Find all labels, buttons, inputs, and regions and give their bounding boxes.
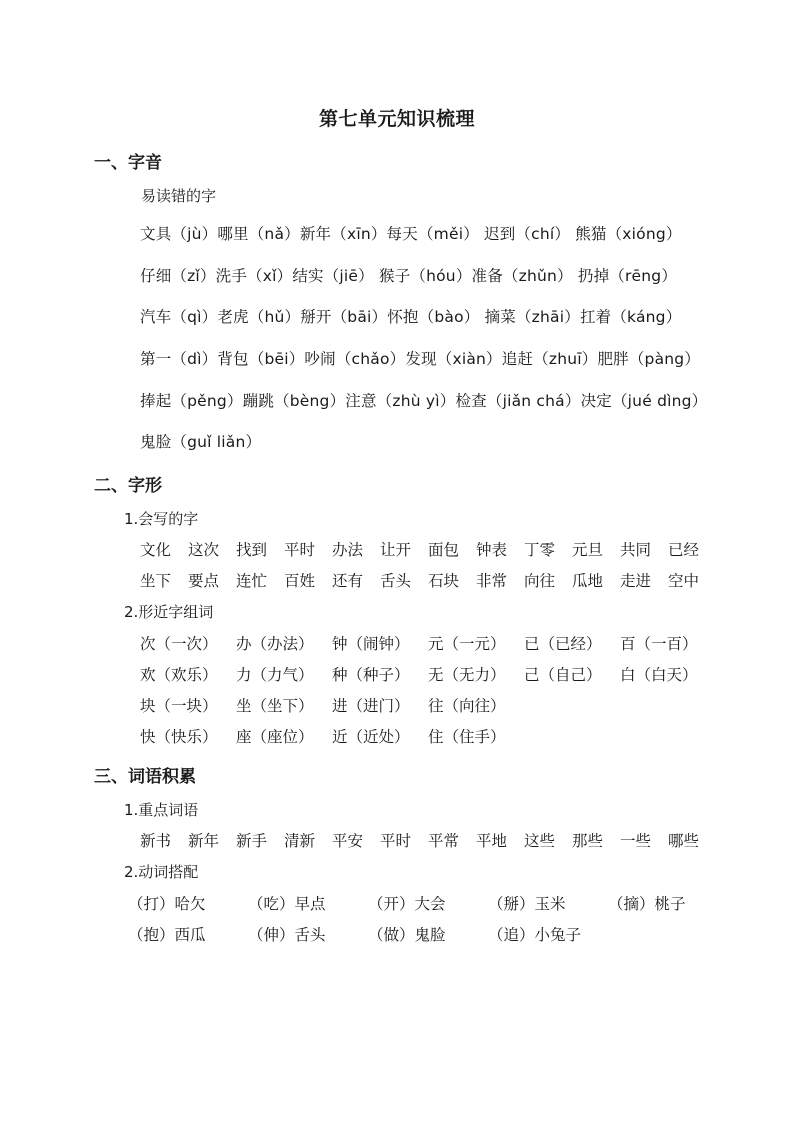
word-item: 这些 <box>524 832 556 850</box>
word-item: 连忙 <box>236 572 268 590</box>
word-item: 瓜地 <box>572 572 604 590</box>
verb-pair-item: （吃）早点 <box>248 895 326 913</box>
subheading-misread-chars: 易读错的字 <box>141 187 217 205</box>
pinyin-line: 汽车（qì）老虎（hǔ）掰开（bāi）怀抱（bào） 摘菜（zhāi）扛着（káng） <box>140 308 682 326</box>
word-item: 钟表 <box>476 541 508 559</box>
similar-char-item: 往（向往） <box>428 697 506 715</box>
verb-pair-item: （摘）桃子 <box>608 895 686 913</box>
word-item: 平地 <box>476 832 508 850</box>
similar-char-item: 种（种子） <box>332 666 410 684</box>
word-item: 平时 <box>284 541 316 559</box>
word-item: 新年 <box>188 832 220 850</box>
similar-char-item: 次（一次） <box>140 635 218 653</box>
word-item: 面包 <box>428 541 460 559</box>
pinyin-line: 捧起（pěng）蹦跳（bèng）注意（zhù yì）检查（jiǎn chá）决定（jué dìng） <box>140 392 708 410</box>
verb-pair-item: （追）小兔子 <box>488 926 582 944</box>
subheading-verb-pairs: 2.动词搭配 <box>124 863 199 881</box>
similar-char-item: 坐（坐下） <box>236 697 314 715</box>
word-row <box>140 569 708 591</box>
subheading-key-words: 1.重点词语 <box>124 801 199 819</box>
similar-char-item: 白（白天） <box>620 666 698 684</box>
word-item: 哪些 <box>668 832 700 850</box>
similar-char-row <box>140 632 710 654</box>
word-item: 空中 <box>668 572 700 590</box>
similar-char-item: 已（已经） <box>524 635 602 653</box>
similar-char-row <box>140 694 524 716</box>
similar-char-item: 百（一百） <box>620 635 698 653</box>
pinyin-line: 文具（jù）哪里（nǎ）新年（xīn）每天（měi） 迟到（chí） 熊猫（xióng） <box>140 225 682 243</box>
similar-char-item: 住（住手） <box>428 728 506 746</box>
word-item: 石块 <box>428 572 460 590</box>
word-item: 办法 <box>332 541 364 559</box>
section-heading-vocabulary: 三、词语积累 <box>94 767 196 787</box>
similar-char-item: 块（一块） <box>140 697 218 715</box>
word-item: 百姓 <box>284 572 316 590</box>
word-item: 非常 <box>476 572 508 590</box>
similar-char-item: 钟（闹钟） <box>332 635 410 653</box>
word-row <box>140 538 708 560</box>
word-item: 新手 <box>236 832 268 850</box>
word-item: 让开 <box>380 541 412 559</box>
word-item: 走进 <box>620 572 652 590</box>
word-item: 平常 <box>428 832 460 850</box>
word-item: 新书 <box>140 832 172 850</box>
similar-char-item: 元（一元） <box>428 635 506 653</box>
similar-char-item: 无（无力） <box>428 666 506 684</box>
word-item: 共同 <box>620 541 652 559</box>
section-heading-pronunciation: 一、字音 <box>94 153 162 173</box>
similar-char-item: 快（快乐） <box>140 728 218 746</box>
word-item: 找到 <box>236 541 268 559</box>
verb-pair-item: （打）哈欠 <box>128 895 206 913</box>
verb-pair-item: （抱）西瓜 <box>128 926 206 944</box>
word-item: 一些 <box>620 832 652 850</box>
verb-pair-row <box>128 892 718 914</box>
similar-char-item: 己（自己） <box>524 666 602 684</box>
verb-pair-item: （伸）舌头 <box>248 926 326 944</box>
word-item: 这次 <box>188 541 220 559</box>
subheading-write-chars: 1.会写的字 <box>124 510 199 528</box>
word-item: 还有 <box>332 572 364 590</box>
similar-char-row <box>140 663 710 685</box>
section-heading-character-form: 二、字形 <box>94 476 162 496</box>
verb-pair-item: （做）鬼脸 <box>368 926 446 944</box>
word-item: 坐下 <box>140 572 172 590</box>
similar-char-item: 进（进门） <box>332 697 410 715</box>
word-item: 元旦 <box>572 541 604 559</box>
verb-pair-item: （开）大会 <box>368 895 446 913</box>
word-row <box>140 829 708 851</box>
word-item: 丁零 <box>524 541 556 559</box>
verb-pair-row <box>128 923 608 945</box>
word-item: 平时 <box>380 832 412 850</box>
page-title: 第七单元知识梳理 <box>318 108 475 130</box>
similar-char-row <box>140 725 524 747</box>
word-item: 向往 <box>524 572 556 590</box>
similar-char-item: 座（座位） <box>236 728 314 746</box>
word-item: 要点 <box>188 572 220 590</box>
similar-char-item: 力（力气） <box>236 666 314 684</box>
word-item: 清新 <box>284 832 316 850</box>
pinyin-line: 鬼脸（guǐ liǎn） <box>140 433 262 451</box>
word-item: 舌头 <box>380 572 412 590</box>
word-item: 已经 <box>668 541 700 559</box>
word-item: 那些 <box>572 832 604 850</box>
similar-char-item: 近（近处） <box>332 728 410 746</box>
pinyin-line: 第一（dì）背包（bēi）吵闹（chǎo）发现（xiàn）追赶（zhuī）肥胖（pàng） <box>140 350 701 368</box>
word-item: 文化 <box>140 541 172 559</box>
verb-pair-item: （掰）玉米 <box>488 895 566 913</box>
similar-char-item: 欢（欢乐） <box>140 666 218 684</box>
pinyin-line: 仔细（zǐ）洗手（xǐ）结实（jiē） 猴子（hóu）准备（zhǔn） 扔掉（rēng） <box>140 267 678 285</box>
subheading-similar-chars: 2.形近字组词 <box>124 603 214 621</box>
word-item: 平安 <box>332 832 364 850</box>
similar-char-item: 办（办法） <box>236 635 314 653</box>
